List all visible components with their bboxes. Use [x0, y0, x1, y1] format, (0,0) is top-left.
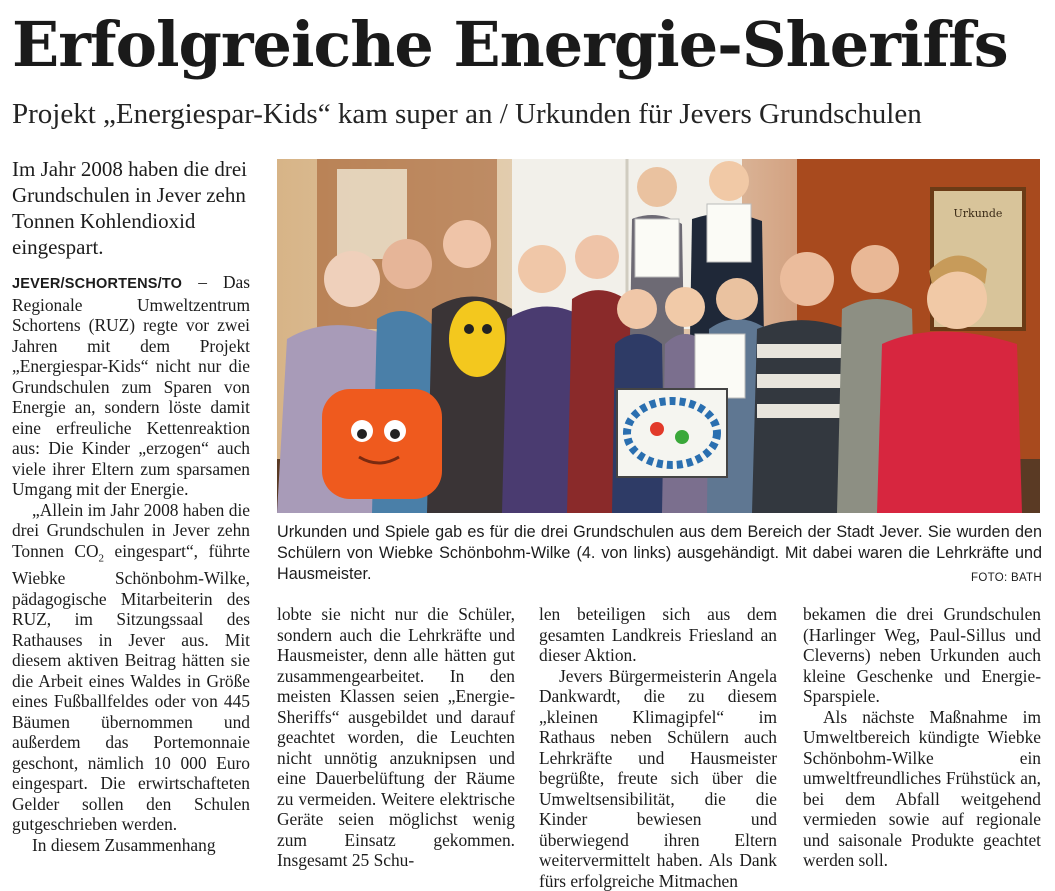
group-photo	[277, 159, 1040, 513]
paragraph-text: eingespart“, führte Wiebke Schönbohm-Wilke, pädagogische Mitarbeiterin des RUZ, im Sitzungssaal des Rathauses in Jever aus. Mit diesem aktiven Beitrag hätten sie die Arbeit eines Waldes in Größe eines Fußballfeldes oder von 445 Bäumen übernommen und außerdem das Portemonnaie geschont, nämlich 10 000 Euro eingespart. Die erwirtschafteten Gelder sollen den Schulen gutgeschrieben werden.	[12, 541, 250, 835]
paragraph: bekamen die drei Grundschulen (Harlinger Weg, Paul-Sillus und Cleverns) neben Urkunden auch kleine Geschenke und Energie-Sparspiele.	[803, 604, 1041, 707]
frame-text: Urkunde	[954, 207, 1003, 220]
paragraph-text: „Allein im Jahr 2008 haben die drei Grundschulen in Jever zehn Tonnen CO	[12, 500, 250, 561]
paragraph: Jevers Bürgermeisterin Angela Dankwardt, die zu diesem „kleinen Klimagipfel“ im Rathaus neben Schülern auch Lehrkräfte und Hausmeister begrüßte, freute sich über die Umweltsensibilität, die die Kinder bewiesen und überwiegend ihren Eltern weitervermittelt haben. Als Dank fürs erfolgreiche Mitmachen	[539, 666, 777, 891]
paragraph: lobte sie nicht nur die Schüler, sondern auch die Lehrkräfte und Hausmeister, denn alle hätten gut zusammengearbeitet. In den meisten Klassen seien „Energie-Sheriffs“ ausgebildet und darauf geachtet worden, die Leuchten nicht unnötig anzuknipsen und eine Dauerbelüftung der Räume zu vermeiden. Weitere elektrische Geräte seien möglichst wenig zum Einsatz gekommen. Insgesamt 25 Schu-	[277, 604, 515, 871]
caption-text: Urkunden und Spiele gab es für die drei Grundschulen aus dem Bereich der Stadt Jever. Sie wurden den Schülern von Wiebke Schönbohm-Wilke (4. von links) ausgehändigt. Mit dabei waren die Lehrkräfte und Hausmeister.	[277, 523, 1042, 583]
article-column-3	[539, 604, 777, 891]
headline: Erfolgreiche Energie-Sheriffs	[12, 4, 1047, 86]
subheadline: Projekt „Energiespar-Kids“ kam super an / Urkunden für Jevers Grundschulen	[12, 96, 1047, 132]
group-photo-illustration	[277, 159, 1040, 513]
article-column-4	[803, 604, 1041, 871]
paragraph-text: – Das Regionale Umweltzentrum Schortens (RUZ) regte vor zwei Jahren mit dem Projekt „Energiespar-Kids“ nicht nur die Grundschulen zum Sparen von Energie an, sondern löste damit eine erfreuliche Kettenreaktion aus: Die Kinder „erzogen“ auch viele ihrer Eltern zum sparsamen Umgang mit der Energie.	[12, 272, 250, 499]
paragraph: Als nächste Maßnahme im Umweltbereich kündigte Wiebke Schönbohm-Wilke ein umweltfreundliches Frühstück an, bei dem Abfall weitgehend vermieden sowie auf regionale und saisonale Produkte geachtet werden soll.	[803, 707, 1041, 871]
board-game	[617, 389, 727, 477]
paragraph	[12, 500, 250, 835]
paragraph: In diesem Zusammenhang	[12, 835, 250, 856]
paragraph: len beteiligen sich aus dem gesamten Landkreis Friesland an dieser Aktion.	[539, 604, 777, 666]
article-column-1	[12, 272, 250, 855]
photo-credit: FOTO: BATH	[971, 568, 1042, 589]
photo-caption	[277, 522, 1042, 589]
teaser: Im Jahr 2008 haben die drei Grundschulen in Jever zehn Tonnen Kohlendioxid eingespart.	[12, 156, 267, 260]
mascot-yellow	[449, 301, 505, 377]
article-column-2	[277, 604, 515, 871]
paragraph	[12, 272, 250, 500]
mascot-orange	[322, 389, 442, 499]
subscript: 2	[99, 552, 105, 564]
dateline: JEVER/SCHORTENS/TO	[12, 276, 182, 292]
